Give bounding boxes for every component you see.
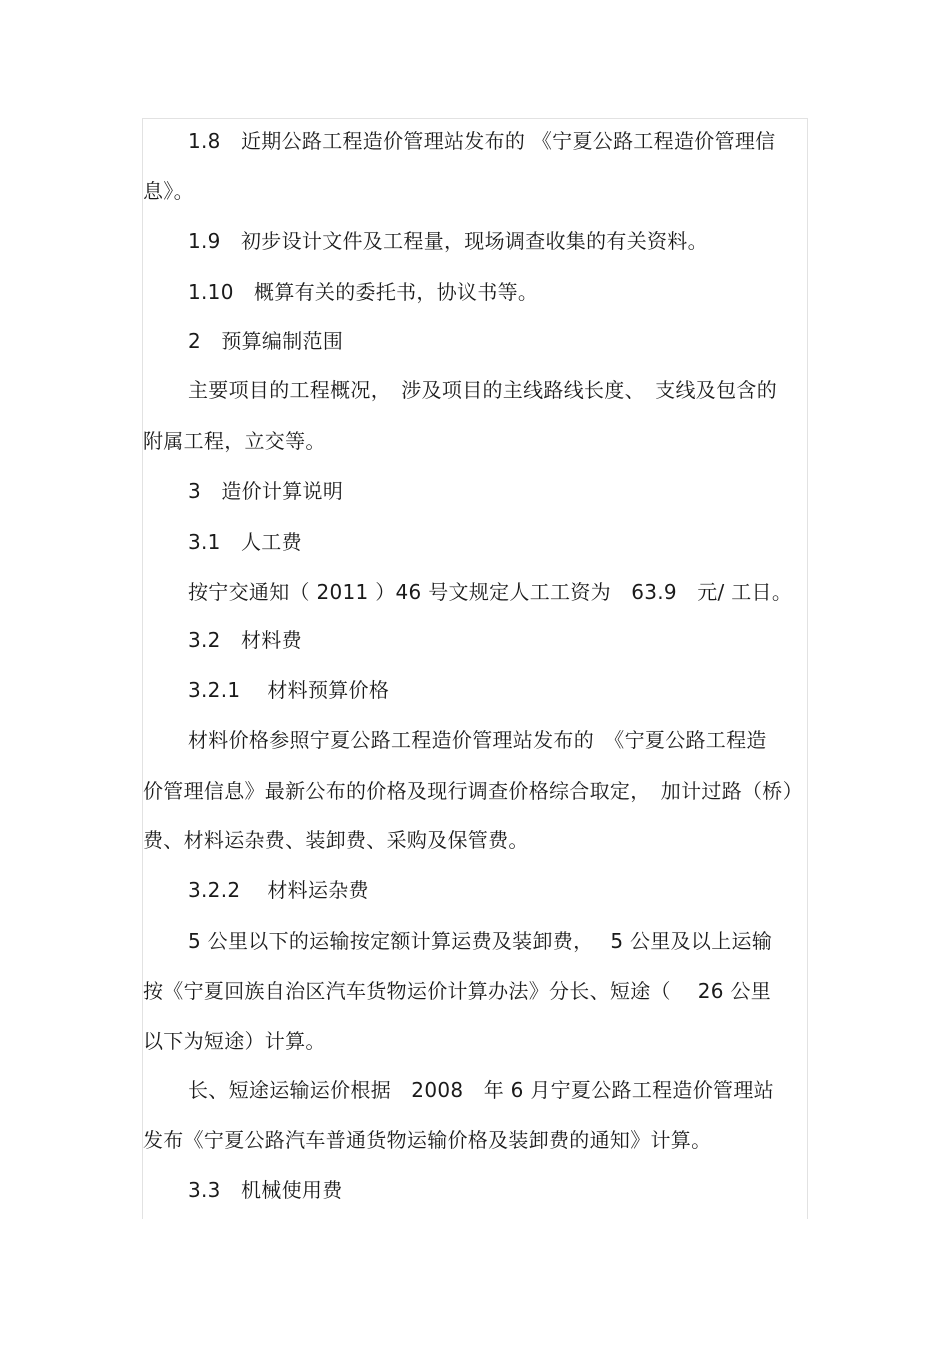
text-line-15: 费、材料运杂费、装卸费、采购及保管费。 [143,828,529,852]
text-line-1: 1.8 近期公路工程造价管理站发布的 《宁夏公路工程造价管理信 [188,129,776,153]
section-heading-3-2: 3.2 材料费 [188,628,302,652]
text-line-7: 附属工程，立交等。 [143,429,326,453]
section-heading-3-2-2: 3.2.2 材料运杂费 [188,878,369,902]
text-line-13: 材料价格参照宁夏公路工程造价管理站发布的 《宁夏公路工程造 [188,728,767,752]
text-line-18: 按《宁夏回族自治区汽车货物运价计算办法》分长、短途（ 26 公里 [143,979,772,1003]
text-line-10: 按宁交通知（ 2011 ）46 号文规定人工工资为 63.9 元/ 工日。 [188,580,793,604]
text-line-3: 1.9 初步设计文件及工程量，现场调查收集的有关资料。 [188,229,708,253]
text-line-19: 以下为短途）计算。 [143,1029,326,1053]
text-line-6: 主要项目的工程概况， 涉及项目的主线路线长度、 支线及包含的 [188,378,777,402]
text-line-2: 息》。 [143,179,194,203]
section-heading-3: 3 造价计算说明 [188,479,344,503]
section-heading-2: 2 预算编制范围 [188,329,344,353]
text-line-14: 价管理信息》最新公布的价格及现行调查价格综合取定， 加计过路（桥） [143,779,803,803]
section-heading-3-3: 3.3 机械使用费 [188,1178,343,1202]
text-line-17: 5 公里以下的运输按定额计算运费及装卸费， 5 公里及以上运输 [188,929,773,953]
section-heading-3-2-1: 3.2.1 材料预算价格 [188,678,390,702]
section-heading-3-1: 3.1 人工费 [188,530,302,554]
text-line-21: 发布《宁夏公路汽车普通货物运输价格及装卸费的通知》计算。 [143,1128,712,1152]
text-line-4: 1.10 概算有关的委托书，协议书等。 [188,280,539,304]
text-line-20: 长、短途运输运价根据 2008 年 6 月宁夏公路工程造价管理站 [188,1078,774,1102]
